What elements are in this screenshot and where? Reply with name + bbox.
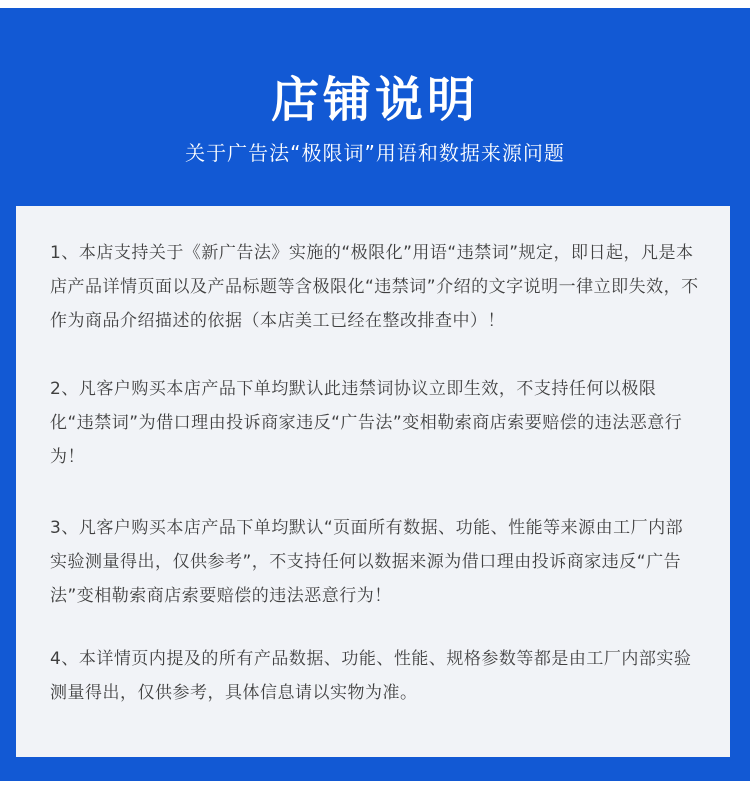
notice-item-3: 3、凡客户购买本店产品下单均默认“页面所有数据、功能、性能等来源由工厂内部实验测量得出，仅供参考”，不支持任何以数据来源为借口理由投诉商家违反“广告法”变相勒索商店索要赔偿的违法恶意行为！: [50, 518, 684, 606]
blue-banner: [0, 8, 750, 781]
page-title: 店铺说明: [270, 72, 479, 128]
notice-panel: [16, 206, 730, 757]
notice-item-4: 4、本详情页内提及的所有产品数据、功能、性能、规格参数等都是由工厂内部实验测量得出，仅供参考，具体信息请以实物为准。: [50, 649, 692, 703]
notice-item-1: 1、本店支持关于《新广告法》实施的“极限化”用语“违禁词”规定，即日起，凡是本店产品详情页面以及产品标题等含极限化“违禁词”介绍的文字说明一律立即失效，不作为商品介绍描述的依据（本店美工已经在整改排查中）！: [50, 243, 699, 331]
page-subtitle: 关于广告法“极限词”用语和数据来源问题: [185, 141, 565, 165]
notice-item-2: 2、凡客户购买本店产品下单均默认此违禁词协议立即生效，不支持任何以极限化“违禁词”为借口理由投诉商家违反“广告法”变相勒索商店索要赔偿的违法恶意行为！: [50, 379, 683, 467]
